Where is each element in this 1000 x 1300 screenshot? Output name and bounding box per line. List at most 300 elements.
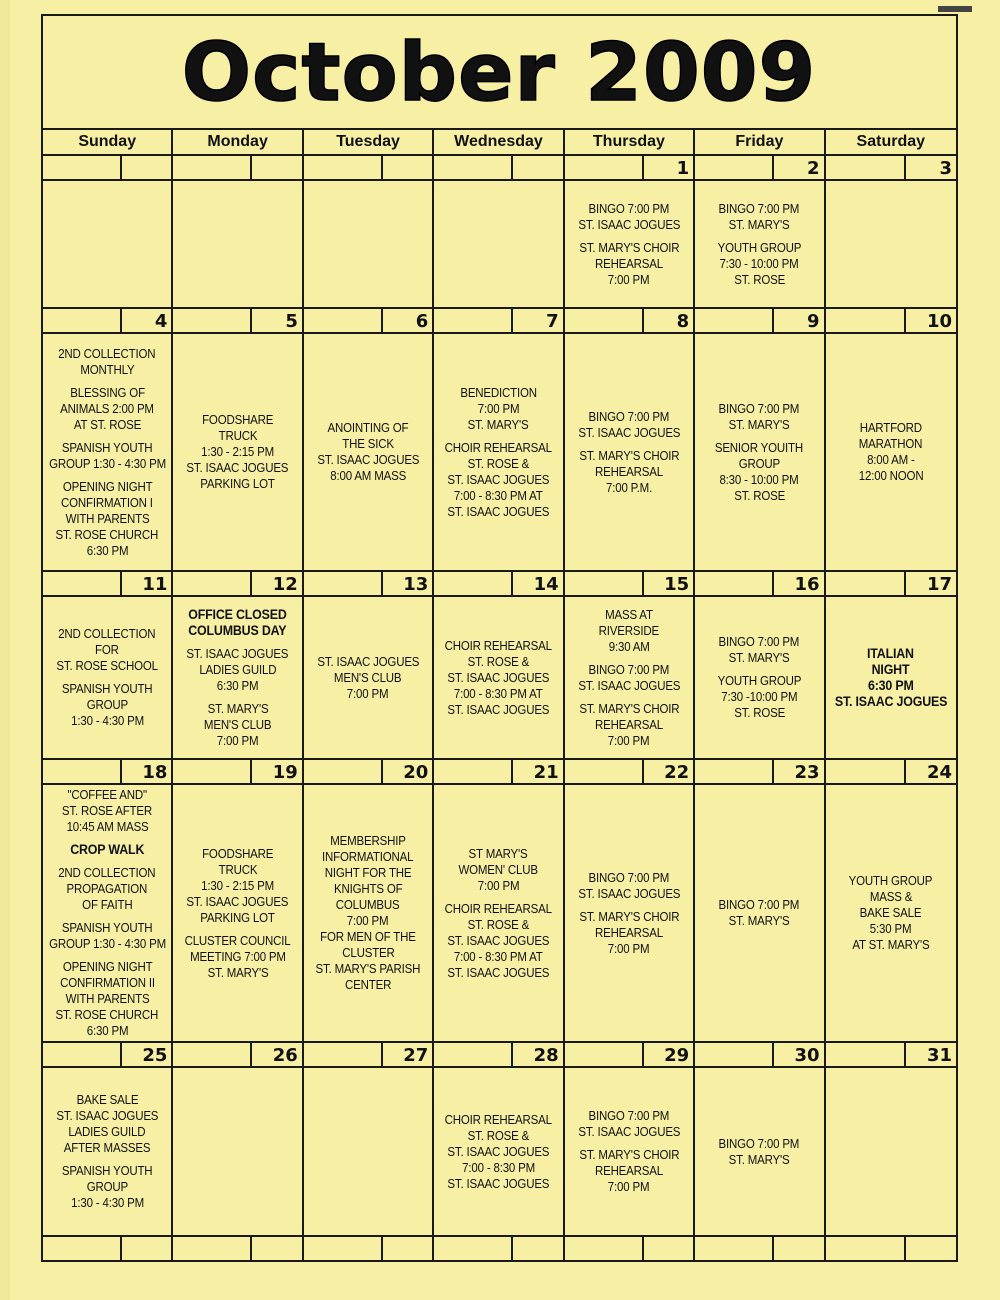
date-strip-divider (904, 760, 906, 783)
day-cell (434, 1237, 564, 1262)
event-list (45, 1068, 169, 1235)
day-cell (826, 1237, 956, 1262)
event-text: ST. ROSE (733, 488, 785, 503)
event-text: ST. ISAAC JOGUES (56, 1109, 159, 1123)
event-text: MEN'S CLUB (334, 670, 402, 685)
date-strip (304, 309, 432, 334)
day-number: 31 (926, 1045, 952, 1066)
date-strip (173, 572, 301, 597)
day-number: 21 (533, 762, 559, 783)
event-list (828, 334, 954, 570)
day-number: 13 (403, 574, 429, 595)
event-text: 7:00 PM (608, 1180, 650, 1194)
event-list (697, 334, 821, 570)
date-strip (565, 1237, 693, 1262)
day-cell (173, 760, 303, 1041)
date-strip (434, 1043, 562, 1068)
event-text: ST. ISAAC JOGUES (186, 646, 289, 661)
date-strip-divider (904, 1043, 906, 1066)
event-text: 1:30 - 4:30 PM (70, 714, 144, 728)
day-cell (565, 156, 695, 307)
weekday-header: Saturday (856, 133, 926, 150)
day-number: 9 (807, 311, 820, 332)
event-text: FOODSHARE (202, 846, 274, 861)
day-cell (304, 309, 434, 570)
event-text: ST. ROSE (733, 272, 785, 287)
day-number: 8 (676, 311, 690, 332)
event-list (175, 334, 299, 570)
event-list (45, 785, 169, 1041)
event-text: ST. ISAAC JOGUES (577, 1125, 680, 1139)
event-text: BINGO 7:00 PM (588, 409, 670, 424)
event-text: GROUP 1:30 - 4:30 PM (48, 456, 166, 471)
event-text: BLESSING OF (69, 385, 145, 400)
date-strip (304, 760, 432, 785)
event-text: ST. ROSE SCHOOL (56, 659, 158, 673)
day-cell (565, 1237, 695, 1262)
event-text: CLUSTER (341, 946, 395, 960)
event-text: ST. ISAAC JOGUES (447, 670, 550, 685)
event-text: BINGO 7:00 PM (588, 1109, 670, 1123)
date-strip (304, 156, 432, 181)
event-list (697, 181, 821, 307)
date-strip (695, 156, 823, 181)
date-strip-divider (250, 1043, 252, 1066)
date-strip (434, 309, 562, 334)
day-cell (173, 572, 303, 758)
day-cell (826, 1043, 956, 1235)
calendar-grid (41, 14, 958, 1262)
event-text: SPANISH YOUTH (61, 1164, 153, 1178)
day-cell (565, 1043, 695, 1235)
event-text: 7:00 PM (608, 941, 650, 956)
event-text: INFORMATIONAL (322, 850, 414, 864)
date-strip-divider (642, 156, 644, 179)
day-number: 18 (142, 762, 168, 783)
date-strip-divider (772, 760, 774, 783)
date-strip-divider (772, 156, 774, 179)
day-number: 22 (664, 762, 690, 783)
event-text: ST. MARY'S (468, 417, 529, 432)
day-number: 2 (807, 158, 820, 179)
event-list (567, 334, 691, 570)
date-strip-divider (511, 1237, 513, 1260)
event-text: AT ST. MARY'S (852, 938, 930, 952)
date-strip-divider (642, 309, 644, 332)
event-text: TRUCK (218, 429, 257, 443)
event-text: 8:00 AM - (866, 453, 915, 467)
day-cell (304, 572, 434, 758)
day-number: 20 (403, 762, 429, 783)
date-strip-divider (511, 309, 513, 332)
weekday-header: Monday (173, 130, 303, 154)
date-strip (826, 1043, 956, 1068)
event-text: FOR MEN OF THE (320, 930, 416, 944)
event-text: ST. MARY'S CHOIR (578, 701, 679, 716)
date-strip-divider (120, 1043, 122, 1066)
weekday-header: Tuesday (304, 130, 434, 154)
event-text: MEN'S CLUB (203, 717, 272, 732)
date-strip-divider (250, 572, 252, 595)
day-cell (434, 309, 564, 570)
day-number: 16 (794, 574, 820, 595)
day-cell (304, 156, 434, 307)
day-cell (826, 156, 956, 307)
event-text: 1:30 - 2:15 PM (201, 445, 275, 459)
day-number: 29 (664, 1045, 690, 1066)
event-text: CHOIR REHEARSAL (444, 440, 553, 455)
event-text: ST. ISAAC JOGUES (834, 693, 947, 709)
weekday-header: Sunday (43, 130, 173, 154)
event-text: OPENING NIGHT (62, 960, 153, 974)
event-text: ST. MARY'S (207, 965, 269, 980)
event-text: LADIES GUILD (68, 1125, 146, 1139)
day-number: 15 (664, 574, 690, 595)
day-cell (695, 1237, 825, 1262)
event-text: CHOIR REHEARSAL (444, 638, 553, 653)
day-number: 1 (676, 158, 690, 179)
day-cell (826, 572, 956, 758)
event-text: LADIES GUILD (199, 662, 277, 677)
event-text: THE SICK (342, 437, 394, 451)
day-cell (43, 156, 173, 307)
event-text: 7:00 PM (347, 686, 389, 701)
event-text: ST. MARY'S (728, 914, 790, 928)
date-strip-divider (381, 572, 383, 595)
day-cell (43, 760, 173, 1041)
event-text: GROUP (86, 698, 128, 712)
event-text: 7:30 - 10:00 PM (719, 256, 799, 271)
event-text: ST. ISAAC JOGUES (447, 933, 550, 948)
date-strip-divider (120, 760, 122, 783)
event-text: 8:00 AM MASS (330, 469, 406, 483)
event-list (828, 785, 954, 1041)
date-strip-divider (642, 1043, 644, 1066)
event-text: ST. MARY'S CHOIR (578, 909, 679, 924)
date-strip (43, 1237, 171, 1262)
event-text: CONFIRMATION I (61, 495, 154, 510)
day-cell (434, 760, 564, 1041)
date-strip-divider (381, 156, 383, 179)
event-text: ANOINTING OF (327, 421, 409, 435)
event-list (306, 785, 430, 1041)
event-text: ST. ISAAC JOGUES (447, 1144, 550, 1159)
event-text: 12:00 NOON (858, 469, 924, 483)
event-list (175, 785, 299, 1041)
event-text: ST. ISAAC JOGUES (447, 1176, 550, 1191)
event-list (436, 334, 560, 570)
event-text: 7:30 -10:00 PM (721, 690, 798, 704)
event-list (306, 334, 430, 570)
event-text: BAKE SALE (859, 906, 922, 920)
date-strip (826, 1237, 956, 1262)
event-text: REHEARSAL (594, 1164, 663, 1178)
event-text: BINGO 7:00 PM (718, 201, 800, 216)
date-strip-divider (381, 1043, 383, 1066)
event-text: ST. ROSE & (467, 654, 530, 669)
date-strip-divider (120, 1237, 122, 1260)
event-text: 7:00 - 8:30 PM (462, 1160, 535, 1175)
event-text: FOR (95, 643, 120, 657)
week-row (43, 1237, 956, 1262)
day-cell (304, 1237, 434, 1262)
day-number: 19 (272, 762, 298, 783)
event-text: ST. MARY'S CHOIR (578, 1148, 679, 1162)
event-list (45, 334, 169, 570)
week-row (43, 1043, 956, 1237)
date-strip-divider (250, 156, 252, 179)
day-cell (434, 572, 564, 758)
event-text: AT ST. ROSE (73, 417, 141, 432)
day-number: 28 (533, 1045, 559, 1066)
event-text: COLUMBUS DAY (188, 622, 287, 638)
event-text: 7:00 PM (608, 733, 650, 748)
date-strip (43, 760, 171, 785)
day-cell (173, 1237, 303, 1262)
event-text: 6:30 PM (86, 1024, 128, 1038)
event-text: OPENING NIGHT (62, 479, 153, 494)
event-text: ST. ISAAC JOGUES (447, 702, 550, 717)
day-cell (43, 1237, 173, 1262)
event-text: 1:30 - 4:30 PM (70, 1196, 144, 1210)
corner-mark (938, 6, 972, 12)
event-text: SPANISH YOUTH (61, 921, 153, 935)
event-text: 7:00 PM (608, 272, 650, 287)
event-text: ST. ISAAC JOGUES (186, 894, 289, 909)
event-text: BINGO 7:00 PM (588, 201, 670, 216)
event-text: "COFFEE AND" (67, 788, 147, 802)
date-strip-divider (642, 760, 644, 783)
date-strip-divider (904, 572, 906, 595)
date-strip (695, 1043, 823, 1068)
title-band (43, 16, 956, 130)
day-cell (695, 1043, 825, 1235)
event-text: WOMEN' CLUB (458, 862, 539, 877)
event-text: CROP WALK (70, 842, 145, 857)
event-text: ST. ROSE & (467, 917, 530, 932)
date-strip (173, 309, 301, 334)
event-text: ST. ISAAC JOGUES (577, 886, 680, 901)
event-text: ST. ISAAC JOGUES (447, 965, 550, 980)
event-text: 7:00 - 8:30 PM AT (454, 686, 543, 701)
date-strip (43, 309, 171, 334)
event-list (697, 1068, 821, 1235)
event-text: 5:30 PM (870, 922, 912, 936)
event-text: ST MARY'S (469, 846, 528, 861)
event-text: 7:00 PM (477, 878, 520, 893)
event-text: AFTER MASSES (63, 1141, 151, 1155)
event-text: OF FAITH (82, 898, 133, 912)
event-text: KNIGHTS OF (333, 882, 403, 896)
date-strip-divider (642, 572, 644, 595)
event-text: ITALIAN (867, 645, 915, 661)
date-strip (304, 1043, 432, 1068)
date-strip (173, 1237, 301, 1262)
week-row (43, 760, 956, 1043)
event-text: MONTHLY (80, 362, 135, 377)
event-text: MARATHON (859, 437, 923, 451)
weekday-header: Thursday (565, 130, 695, 154)
event-list (697, 785, 821, 1041)
date-strip (434, 156, 562, 181)
date-strip-divider (381, 309, 383, 332)
event-text: GROUP (86, 1180, 128, 1194)
event-list (436, 1068, 560, 1235)
date-strip (565, 309, 693, 334)
date-strip (565, 156, 693, 181)
event-text: ST. MARY'S (728, 1152, 790, 1167)
date-strip (434, 572, 562, 597)
event-text: ST. ISAAC JOGUES (577, 678, 680, 693)
day-number: 27 (403, 1045, 429, 1066)
date-strip-divider (772, 1237, 774, 1260)
event-list (45, 597, 169, 758)
event-text: COLUMBUS (336, 898, 400, 912)
event-text: WITH PARENTS (65, 992, 150, 1006)
event-text: ST. MARY'S (728, 417, 790, 432)
day-number: 25 (142, 1045, 168, 1066)
date-strip-divider (381, 1237, 383, 1260)
date-strip-divider (511, 156, 513, 179)
event-text: BENEDICTION (460, 385, 537, 400)
event-text: REHEARSAL (594, 464, 663, 479)
event-text: 6:30 PM (216, 678, 259, 693)
event-text: 8:30 - 10:00 PM (719, 472, 799, 487)
event-text: HARTFORD (859, 421, 922, 435)
day-cell (304, 1043, 434, 1235)
day-number: 10 (926, 311, 952, 332)
event-text: MEETING 7:00 PM (189, 949, 286, 964)
event-list (175, 597, 299, 758)
day-cell (173, 156, 303, 307)
event-text: RIVERSIDE (598, 623, 660, 638)
event-text: REHEARSAL (594, 925, 663, 940)
event-text: ST. ISAAC JOGUES (577, 425, 680, 440)
date-strip-divider (120, 572, 122, 595)
day-cell (43, 309, 173, 570)
event-text: 9:30 AM (608, 639, 650, 654)
event-text: ST. ISAAC JOGUES (447, 504, 550, 519)
event-text: 7:00 - 8:30 PM AT (454, 488, 543, 503)
event-list (306, 597, 430, 758)
day-number: 14 (533, 574, 559, 595)
date-strip (43, 1043, 171, 1068)
event-text: BINGO 7:00 PM (588, 870, 670, 885)
event-text: ST. MARY'S CHOIR (578, 448, 679, 463)
date-strip-divider (120, 309, 122, 332)
date-strip (826, 572, 956, 597)
day-cell (304, 760, 434, 1041)
day-number: 24 (926, 762, 952, 783)
weekday-header: Wednesday (434, 130, 564, 154)
event-text: MASS AT (605, 607, 653, 622)
date-strip-divider (904, 1237, 906, 1260)
event-list (567, 597, 691, 758)
day-cell (826, 760, 956, 1041)
day-number: 7 (546, 311, 559, 332)
event-text: MASS & (869, 890, 912, 904)
event-text: CENTER (344, 978, 392, 992)
day-number: 23 (794, 762, 820, 783)
day-number: 30 (794, 1045, 820, 1066)
event-text: YOUTH GROUP (717, 674, 802, 688)
day-cell (826, 309, 956, 570)
event-text: SENIOR YOUITH (715, 440, 804, 455)
day-number: 11 (142, 574, 168, 595)
event-list (436, 785, 560, 1041)
event-text: PARKING LOT (200, 477, 275, 491)
date-strip-divider (511, 1043, 513, 1066)
day-cell (565, 309, 695, 570)
event-text: 7:00 PM (216, 733, 259, 748)
day-cell (434, 1043, 564, 1235)
event-text: ANIMALS 2:00 PM (60, 401, 155, 416)
event-text: ST. ROSE CHURCH (55, 527, 159, 542)
date-strip (695, 572, 823, 597)
event-text: 7:00 PM (347, 914, 389, 928)
event-text: 7:00 P.M. (605, 480, 652, 495)
date-strip (695, 1237, 823, 1262)
event-text: 2ND COLLECTION (58, 346, 156, 361)
event-text: ST. ISAAC JOGUES (186, 461, 289, 475)
event-text: ST. MARY'S PARISH (315, 962, 421, 976)
date-strip (304, 572, 432, 597)
event-list (567, 181, 691, 307)
week-row (43, 156, 956, 309)
day-number: 5 (285, 311, 298, 332)
date-strip-divider (511, 760, 513, 783)
event-text: ST. ROSE (733, 706, 785, 720)
event-text: BINGO 7:00 PM (718, 898, 800, 912)
event-text: PARKING LOT (200, 910, 275, 925)
event-text: ST. ROSE CHURCH (55, 1008, 159, 1022)
date-strip (826, 760, 956, 785)
event-text: TRUCK (218, 862, 257, 877)
day-number: 17 (926, 574, 952, 595)
event-text: YOUTH GROUP (717, 240, 802, 255)
day-cell (434, 156, 564, 307)
event-list (567, 785, 691, 1041)
event-text: ST. ISAAC JOGUES (317, 453, 419, 467)
event-text: CLUSTER COUNCIL (184, 933, 291, 948)
date-strip (173, 156, 301, 181)
event-text: FOODSHARE (202, 413, 274, 427)
date-strip (434, 760, 562, 785)
page-title: October 2009 (182, 25, 817, 119)
event-text: CONFIRMATION II (59, 976, 155, 990)
day-number: 6 (415, 311, 429, 332)
day-number: 4 (154, 311, 168, 332)
event-text: YOUTH GROUP (848, 874, 933, 888)
event-text: GROUP 1:30 - 4:30 PM (48, 937, 166, 951)
date-strip-divider (642, 1237, 644, 1260)
date-strip (565, 1043, 693, 1068)
event-text: PROPAGATION (66, 882, 148, 896)
date-strip (43, 572, 171, 597)
event-text: 1:30 - 2:15 PM (201, 878, 275, 893)
event-text: 7:00 - 8:30 PM AT (454, 949, 543, 964)
date-strip (173, 1043, 301, 1068)
event-list (436, 597, 560, 758)
event-text: ST. MARY'S CHOIR (578, 240, 679, 255)
event-text: ST. ROSE & (467, 1128, 530, 1143)
day-cell (43, 1043, 173, 1235)
date-strip-divider (120, 156, 122, 179)
date-strip-divider (250, 309, 252, 332)
event-text: NIGHT FOR THE (324, 866, 412, 880)
event-list (697, 597, 821, 758)
weekday-header: Friday (695, 130, 825, 154)
